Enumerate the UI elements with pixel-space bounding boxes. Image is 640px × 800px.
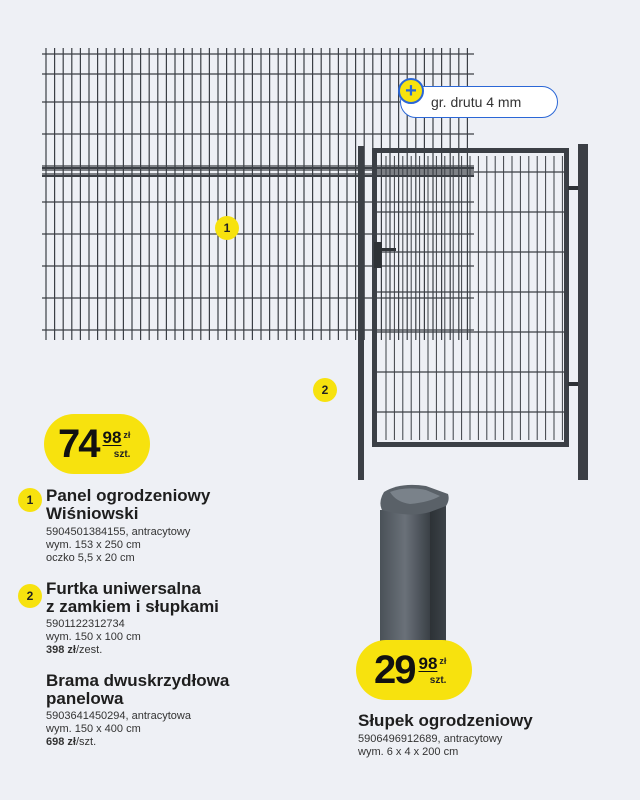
price-bubble-panel xyxy=(44,414,150,474)
price-decimal: 98 xyxy=(418,654,438,673)
product-price-value: 398 zł xyxy=(46,644,76,656)
product-detail: oczko 5,5 x 20 cm xyxy=(46,552,135,564)
product-detail: 5903641450294, antracytowa xyxy=(46,710,191,722)
product-title-line: Furtka uniwersalna xyxy=(46,579,201,598)
product-price-unit: /zest. xyxy=(75,644,103,656)
product-title-line: Wiśniowski xyxy=(46,504,139,523)
image-badge-2: 2 xyxy=(313,378,337,402)
product-double-gate xyxy=(46,672,229,749)
gate-image xyxy=(352,142,596,482)
wire-thickness-text: gr. drutu 4 mm xyxy=(431,94,522,110)
product-title-line: panelowa xyxy=(46,689,124,708)
product-detail: wym. 153 x 250 cm xyxy=(46,539,141,551)
price-bubble-post xyxy=(356,640,472,700)
product-gate xyxy=(46,580,219,657)
product-detail: wym. 150 x 400 cm xyxy=(46,723,141,735)
product-badge-1: 1 xyxy=(18,488,42,512)
product-detail: wym. 150 x 100 cm xyxy=(46,631,141,643)
price-integer: 29 xyxy=(374,647,415,692)
price-currency: zł xyxy=(123,430,131,440)
product-badge-2: 2 xyxy=(18,584,42,608)
product-post xyxy=(358,712,533,759)
plus-icon: + xyxy=(398,78,424,104)
product-detail: 5904501384155, antracytowy xyxy=(46,526,191,538)
product-title-line: z zamkiem i słupkami xyxy=(46,597,219,616)
price-integer: 74 xyxy=(58,421,99,466)
image-badge-1: 1 xyxy=(215,216,239,240)
price-unit: szt. xyxy=(429,675,447,686)
price-unit: szt. xyxy=(113,449,131,460)
product-detail: wym. 6 x 4 x 200 cm xyxy=(358,746,459,758)
product-detail: 5906496912689, antracytowy xyxy=(358,733,503,745)
product-price-line xyxy=(46,736,229,749)
price-currency: zł xyxy=(439,656,447,666)
product-title-line: Brama dwuskrzydłowa xyxy=(46,671,230,690)
product-title-line: Panel ogrodzeniowy xyxy=(46,486,211,505)
product-price-value: 698 zł xyxy=(46,736,76,748)
product-price-line xyxy=(46,644,219,657)
price-decimal: 98 xyxy=(102,428,122,447)
product-title-line: Słupek ogrodzeniowy xyxy=(358,711,533,730)
product-detail: 5901122312734 xyxy=(46,618,125,630)
product-panel xyxy=(46,487,210,565)
product-price-unit: /szt. xyxy=(75,736,97,748)
post-image xyxy=(370,478,460,648)
